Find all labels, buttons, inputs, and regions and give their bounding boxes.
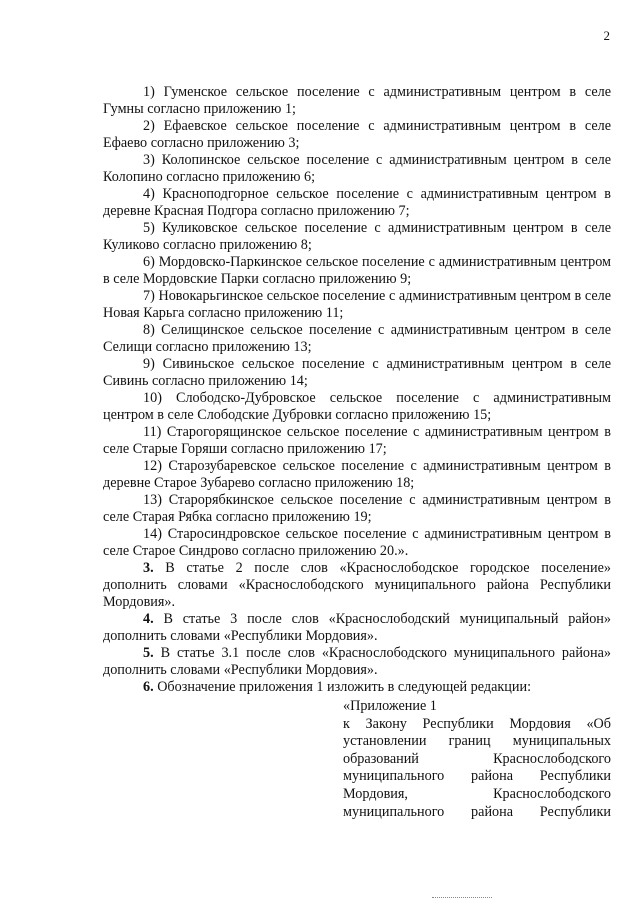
list-item: 12) Старозубаревское сельское поселение с административным центром в деревне Старое Зубарево согласно приложению 18; <box>103 458 611 491</box>
article-text: В статье 3 после слов «Краснослободский муниципальный район» дополнить словами «Республики Мордовия». <box>103 611 611 644</box>
list-item: 5) Куликовское сельское поселение с административным центром в селе Куликово согласно приложению 8; <box>103 220 611 253</box>
appendix-line: установлении границ муниципальных <box>343 733 611 750</box>
list-item: 9) Сивиньское сельское поселение с административным центром в селе Сивинь согласно приложению 14; <box>103 356 611 389</box>
list-item: 13) Старорябкинское сельское поселение с административным центром в селе Старая Рябка согласно приложению 19; <box>103 492 611 525</box>
article-paragraph <box>103 679 611 696</box>
list-item: 3) Колопинское сельское поселение с административным центром в селе Колопино согласно приложению 6; <box>103 152 611 185</box>
article-text: В статье 3.1 после слов «Краснослободского муниципального района» дополнить словами «Республики Мордовия». <box>103 645 611 678</box>
article-number: 3. <box>143 560 154 576</box>
article-number: 4. <box>143 611 154 627</box>
appendix-line: муниципального района Республики <box>343 768 611 785</box>
appendix-title: «Приложение 1 <box>343 698 437 714</box>
article-text: В статье 2 после слов «Краснослободское городское поселение» дополнить словами «Краснослободского муниципального района Республики Мордовия». <box>103 560 611 610</box>
appendix-heading <box>343 698 611 821</box>
article-paragraph <box>103 611 611 645</box>
article-number: 5. <box>143 645 154 661</box>
appendix-line: к Закону Республики Мордовия «Об <box>343 715 611 732</box>
article-number: 6. <box>143 679 154 695</box>
list-item: 10) Слободско-Дубровское сельское поселение с административным центром в селе Слободские Дубровки согласно приложению 15; <box>103 390 611 423</box>
appendix-line: муниципального района Республики <box>343 803 611 820</box>
list-item: 8) Селищинское сельское поселение с административным центром в селе Селищи согласно приложению 13; <box>103 322 611 355</box>
list-item: 1) Гуменское сельское поселение с административным центром в селе Гумны согласно приложению 1; <box>103 84 611 117</box>
list-item: 7) Новокарьгинское сельское поселение с административным центром в селе Новая Карьга согласно приложению 11; <box>103 288 611 321</box>
list-item: 4) Красноподгорное сельское поселение с административным центром в деревне Красная Подгора согласно приложению 7; <box>103 186 611 219</box>
scan-mark <box>432 897 492 899</box>
article-paragraph <box>103 560 611 611</box>
list-item: 14) Старосиндровское сельское поселение с административным центром в селе Старое Синдрово согласно приложению 20.». <box>103 526 611 559</box>
page-number: 2 <box>603 28 610 43</box>
appendix-line: Мордовия, Краснослободского <box>343 785 611 802</box>
appendix-line: образований Краснослободского <box>343 750 611 767</box>
settlement-list <box>103 84 611 560</box>
list-item: 6) Мордовско-Паркинское сельское поселение с административным центром в селе Мордовские Парки согласно приложению 9; <box>103 254 611 287</box>
list-item: 11) Старогорящинское сельское поселение с административным центром в селе Старые Горяши согласно приложению 17; <box>103 424 611 457</box>
document-body <box>103 84 611 821</box>
article-paragraph <box>103 645 611 679</box>
article-amendments <box>103 560 611 696</box>
list-item: 2) Ефаевское сельское поселение с административным центром в селе Ефаево согласно приложению 3; <box>103 118 611 151</box>
article-text: Обозначение приложения 1 изложить в следующей редакции: <box>153 679 532 695</box>
